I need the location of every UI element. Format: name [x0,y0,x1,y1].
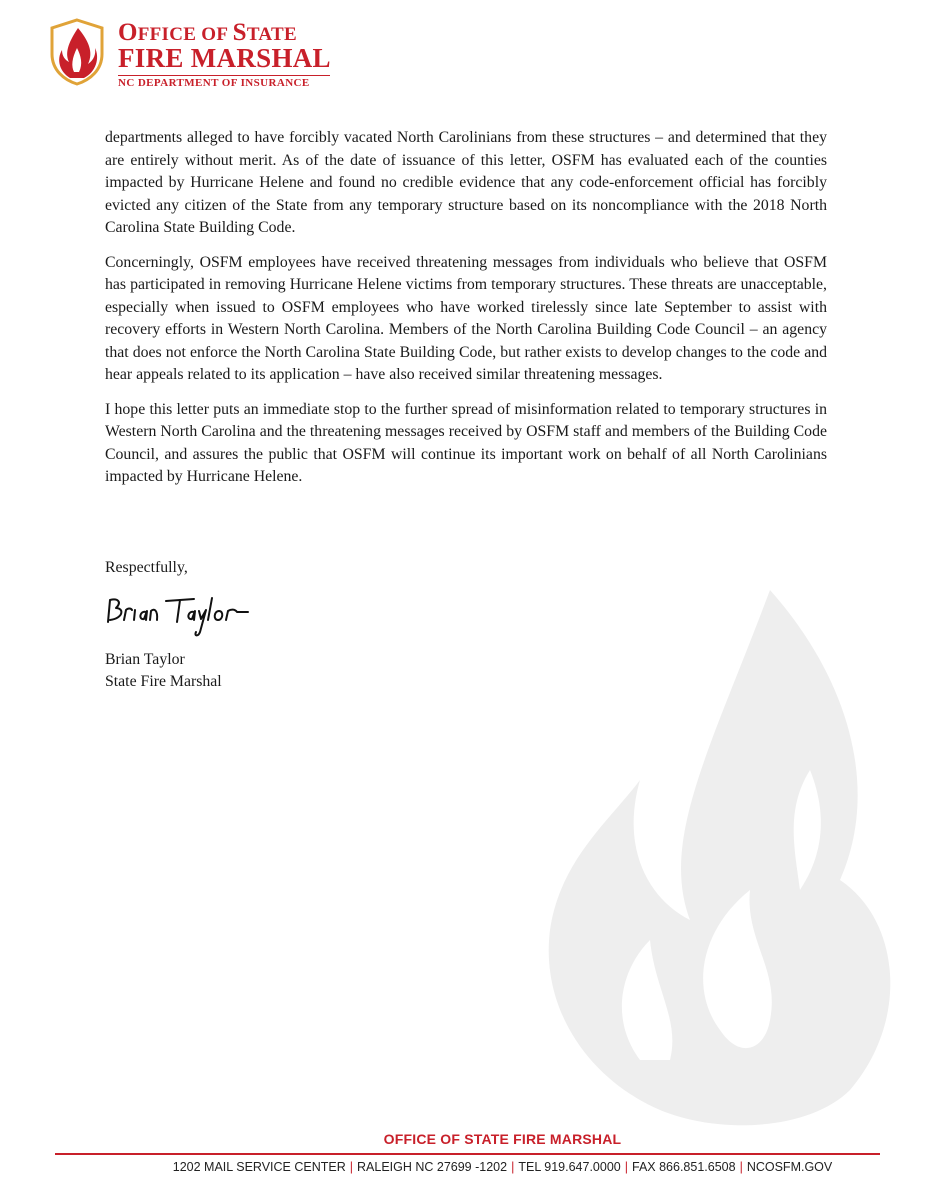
flame-watermark-icon [520,590,900,1130]
signer-block [105,649,222,693]
signer-name: Brian Taylor [105,651,185,668]
letter-body [105,127,827,501]
letterhead [48,14,348,89]
logo-subtitle: NC DEPARTMENT OF INSURANCE [118,77,310,89]
footer-address: 1202 MAIL SERVICE CENTER [172,1160,346,1174]
flame-shield-icon [48,18,106,86]
logo-rule [118,75,330,76]
logo-fire-marshal: FIRE MARSHAL [118,43,331,73]
body-paragraph: I hope this letter puts an immediate stop to the further spread of misinformation related to temporary structures in Western North Carolina and the threatening messages received by OSFM staff and members of the Building Code Council, and assures the public that OSFM will continue its important work on behalf of all North Carolinians impacted by Hurricane Helene. [105,400,827,485]
closing-salutation: Respectfully, [105,559,188,576]
footer-tel: TEL 919.647.0000 [518,1160,621,1174]
footer-title: OFFICE OF STATE FIRE MARSHAL [383,1131,622,1147]
logo-office-of-state: OFFICE OF STATE [118,19,297,46]
footer-website-link[interactable]: NCOSFM.GOV [746,1160,833,1174]
footer-fax: FAX 866.851.6508 [632,1160,736,1174]
body-paragraph: departments alleged to have forcibly vacated North Carolinians from these structures – and determined that they are entirely without merit. As of the date of issuance of this letter, OSFM has evaluated each of the counties impacted by Hurricane Helene and found no credible evidence that any code-enforcement official has forcibly evicted any citizen of the State from any temporary structure based on its noncompliance with the 2018 North Carolina State Building Code. [105,129,827,236]
body-paragraph: Concerningly, OSFM employees have received threatening messages from individuals who believe that OSFM has participated in removing Hurricane Helene victims from temporary structures. These threats are unacceptable, especially when issued to OSFM employees who have worked tirelessly since late September to assist with recovery efforts in Western North Carolina. Members of the North Carolina Building Code Council – an agency that does not enforce the North Carolina State Building Code, but rather exists to develop changes to the code and hear appeals related to its application – have also received similar threatening messages. [105,253,827,383]
footer-rule [55,1153,880,1155]
footer-city: RALEIGH NC 27699 -1202 [357,1160,508,1174]
signer-title: State Fire Marshal [105,673,222,690]
handwritten-signature [102,592,252,642]
footer-contact: 1202 MAIL SERVICE CENTER | RALEIGH NC 27699 -1202 | TEL 919.647.0000 | FAX 866.851.6508 | NCOSFM.GOV [172,1160,833,1174]
